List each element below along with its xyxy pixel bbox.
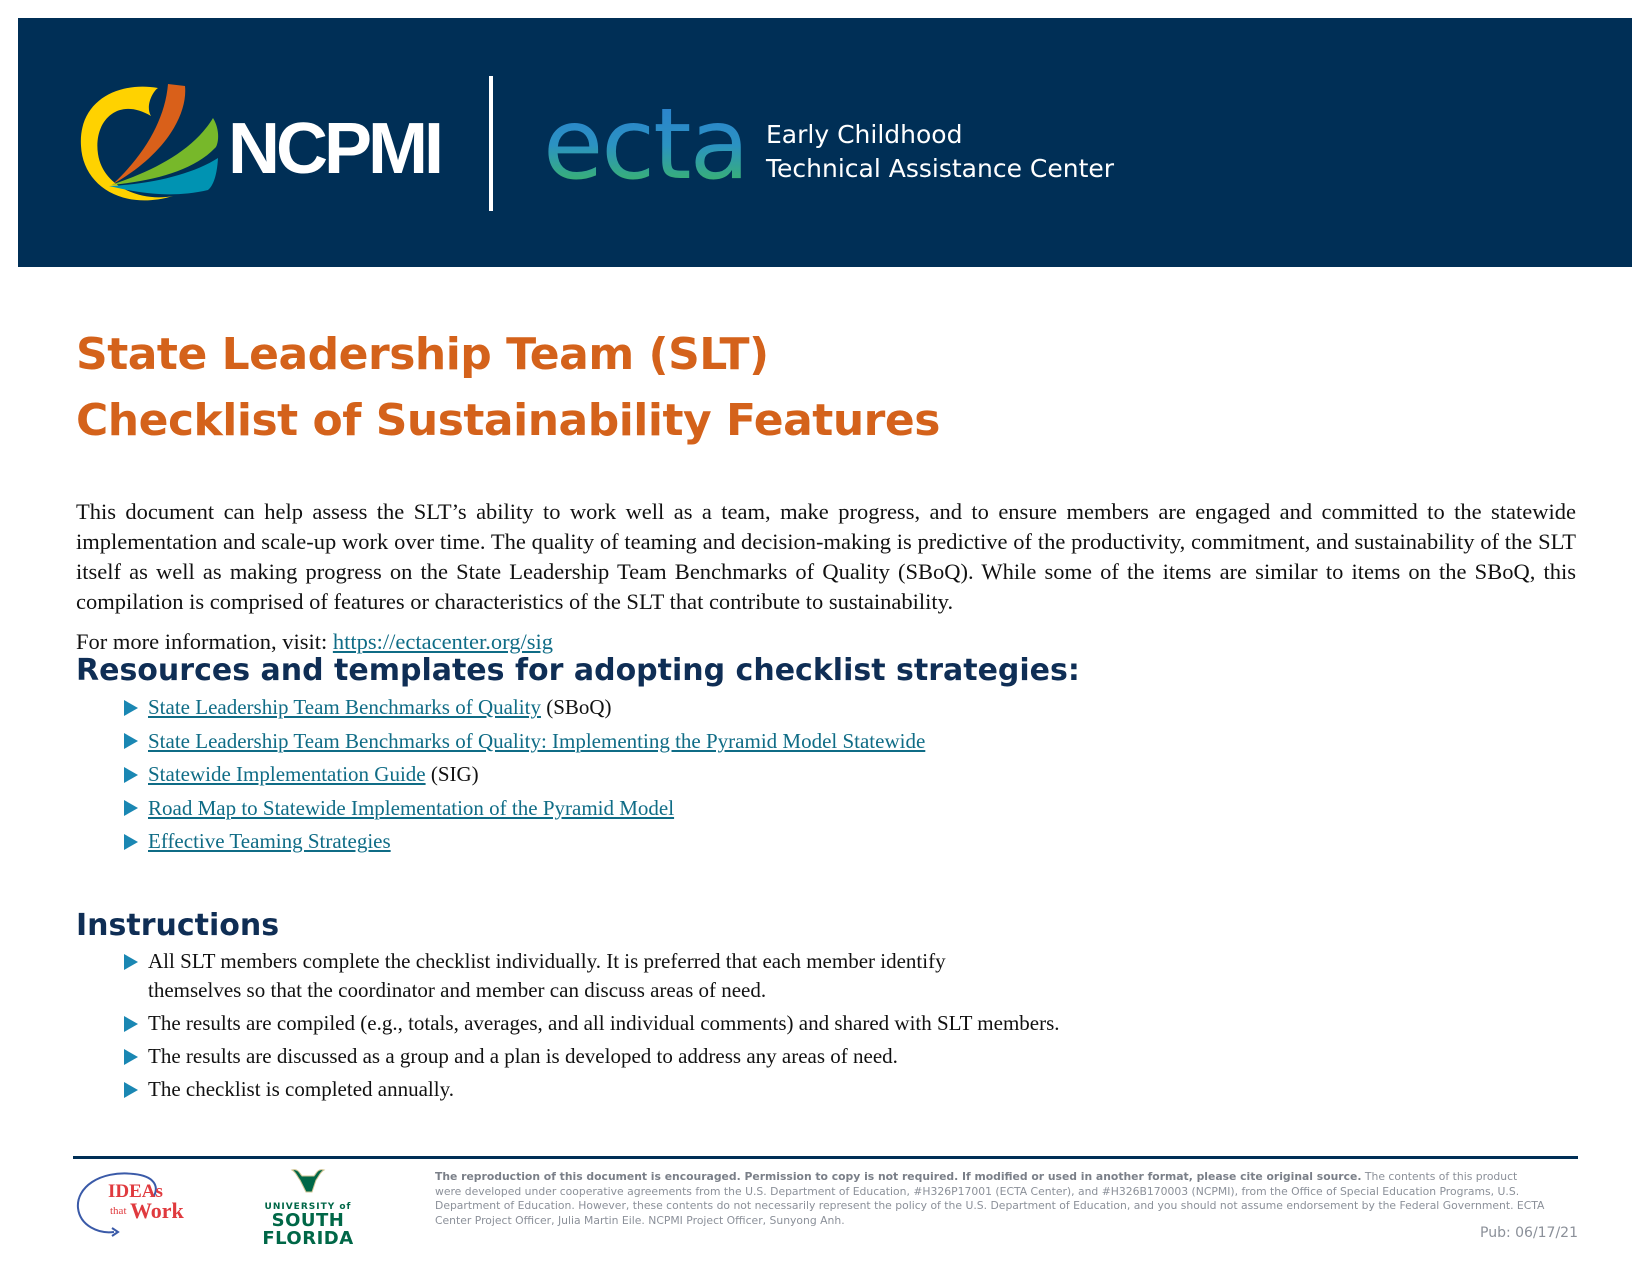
instruction-item	[124, 1042, 1060, 1071]
instruction-item	[124, 1009, 1060, 1038]
usf-bull-icon	[288, 1166, 328, 1196]
instructions-heading: Instructions	[76, 908, 280, 943]
header-divider	[489, 76, 493, 211]
triangle-bullet-icon	[124, 733, 138, 749]
legal-bold: The reproduction of this document is encouraged. Permission to copy is not required. If modified or used in another format, please cite original source.	[435, 1170, 1362, 1183]
ideas-logo-text1: IDEAs	[108, 1181, 163, 1202]
instructions-list	[124, 947, 1060, 1108]
instruction-text: The checklist is completed annually.	[148, 1077, 454, 1101]
ecta-wordmark: ecta	[543, 88, 748, 202]
page-title-line2: Checklist of Sustainability Features	[76, 395, 940, 446]
triangle-bullet-icon	[124, 954, 138, 970]
triangle-bullet-icon	[124, 1082, 138, 1098]
usf-logo	[233, 1166, 383, 1249]
resource-link-sboq-pyramid[interactable]: State Leadership Team Benchmarks of Quality: Implementing the Pyramid Model Statewide	[148, 728, 926, 753]
usf-logo-small-text: UNIVERSITY of	[264, 1202, 352, 1212]
resource-item	[124, 691, 925, 725]
ecta-subtitle-line1: Early Childhood	[766, 120, 963, 149]
resource-item	[124, 792, 925, 826]
ideas-logo-text2b: Work	[130, 1198, 184, 1223]
resource-suffix: (SIG)	[425, 762, 479, 787]
ncpmi-swirl-logo-icon	[73, 76, 223, 211]
legal-text: The contents of this product were developed under cooperative agreements from the U.S. Department of Education, #H326P17001 (ECTA Center), and #H326B170003 (NCPMI), from the Office of Special Education Programs, U.S. Department of Education. However, these contents do not necessarily represent the policy of the U.S. Department of Education, and you should not assume endorsement by the Federal Government. ECTA Center Project Officer, Julia Martin Eile. NCPMI Project Officer, Sunyong Anh.	[435, 1170, 1545, 1227]
instruction-text: The results are compiled (e.g., totals, averages, and all individual comments) and shared with SLT members.	[148, 1011, 1060, 1035]
resources-list	[124, 691, 925, 859]
resource-item	[124, 825, 925, 859]
resource-link-teaming[interactable]: Effective Teaming Strategies	[148, 829, 391, 854]
instruction-text: All SLT members complete the checklist individually. It is preferred that each member identify	[148, 949, 946, 973]
triangle-bullet-icon	[124, 1016, 138, 1032]
instruction-item	[124, 1075, 1060, 1104]
resource-item	[124, 725, 925, 759]
resources-heading: Resources and templates for adopting checklist strategies:	[76, 653, 1080, 688]
triangle-bullet-icon	[124, 767, 138, 783]
more-info-label: For more information, visit:	[76, 629, 333, 654]
usf-logo-big-text: SOUTH FLORIDA	[262, 1210, 354, 1249]
page-title	[76, 322, 940, 454]
resource-link-sig[interactable]: Statewide Implementation Guide	[148, 762, 426, 787]
resource-item	[124, 758, 925, 792]
ideas-that-work-logo	[74, 1168, 184, 1242]
ecta-subtitle	[766, 118, 1114, 186]
instruction-text-cont: themselves so that the coordinator and member can discuss areas of need.	[148, 978, 767, 1002]
header-banner	[18, 18, 1632, 267]
ideas-logo-text2a: that	[110, 1205, 127, 1217]
instruction-item	[124, 947, 1060, 1005]
resource-suffix: (SBoQ)	[540, 695, 612, 720]
triangle-bullet-icon	[124, 800, 138, 816]
resource-link-road-map[interactable]: Road Map to Statewide Implementation of the Pyramid Model	[148, 795, 675, 820]
triangle-bullet-icon	[124, 1049, 138, 1065]
triangle-bullet-icon	[124, 834, 138, 850]
more-info-line	[76, 629, 553, 655]
triangle-bullet-icon	[124, 700, 138, 716]
publication-date: Pub: 06/17/21	[1480, 1225, 1578, 1241]
page-title-line1: State Leadership Team (SLT)	[76, 329, 769, 380]
ecta-subtitle-line2: Technical Assistance Center	[766, 154, 1115, 183]
intro-paragraph: This document can help assess the SLT’s ability to work well as a team, make progress, and to ensure members are engaged and committed to the statewide implementation and scale-up work over time. The quality of teaming and decision-making is predictive of the productivity, commitment, and sustainability of the SLT itself as well as making progress on the State Leadership Team Benchmarks of Quality (SBoQ). While some of the items are similar to items on the SBoQ, this compilation is comprised of features or characteristics of the SLT that contribute to sustainability.	[76, 499, 1576, 614]
instruction-text: The results are discussed as a group and a plan is developed to address any areas of need.	[148, 1044, 898, 1068]
ectacenter-sig-link[interactable]: https://ectacenter.org/sig	[332, 629, 554, 654]
resource-link-sboq[interactable]: State Leadership Team Benchmarks of Quality	[148, 695, 541, 720]
legal-disclaimer	[435, 1170, 1545, 1228]
footer-divider	[73, 1156, 1578, 1159]
ncpmi-wordmark: NCPMI	[228, 109, 440, 189]
